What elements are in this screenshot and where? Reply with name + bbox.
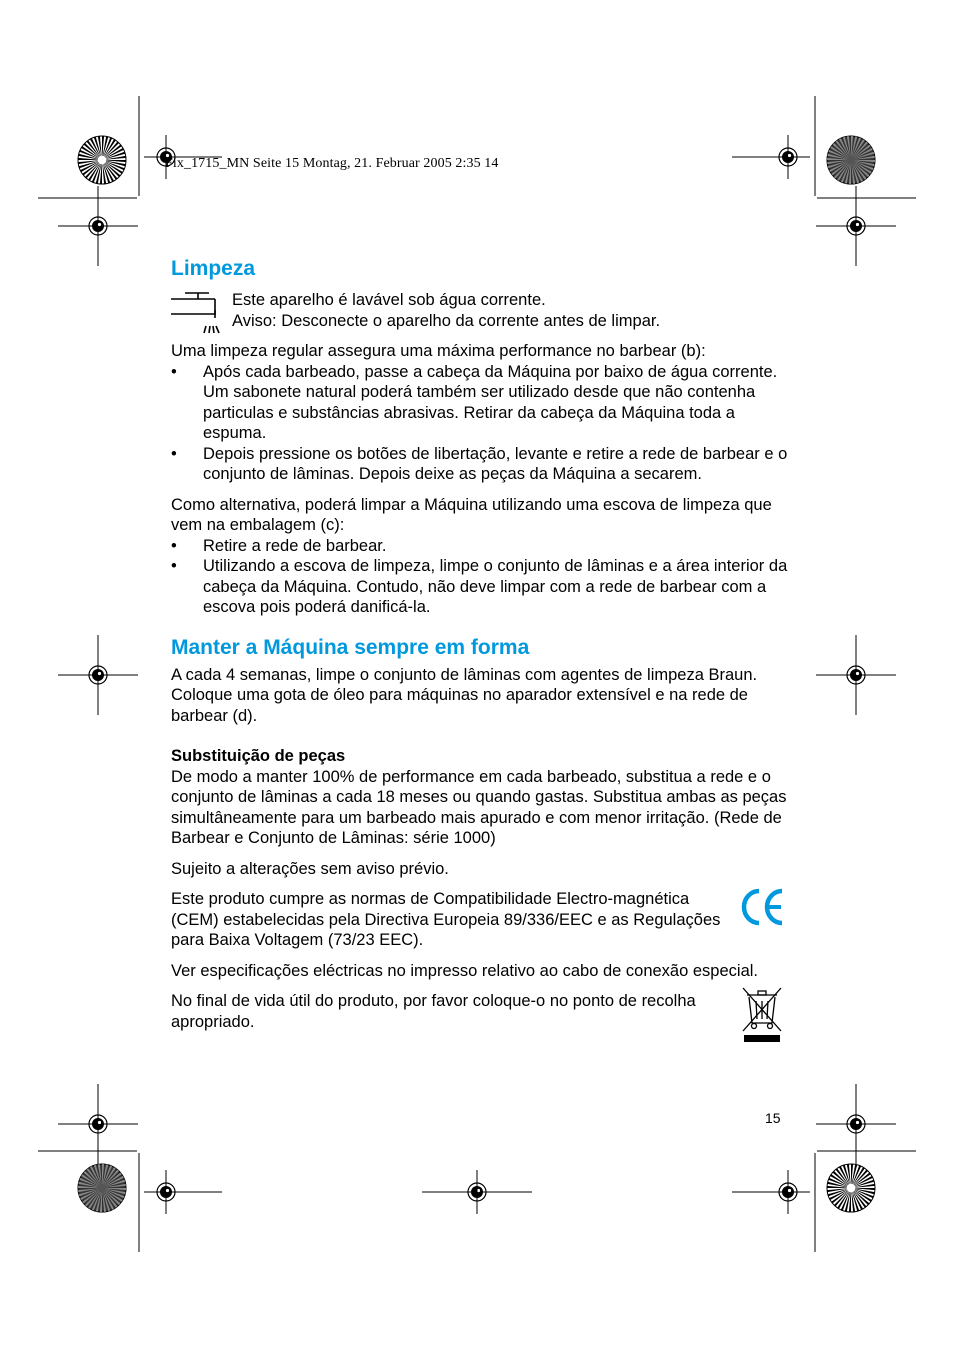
print-slug: Fix_1715_MN Seite 15 Montag, 21. Februar 2005 2:35 14 — [165, 156, 499, 171]
washable-notice — [171, 290, 791, 331]
disposal-notice — [171, 991, 791, 1032]
page-number: 15 — [765, 1110, 781, 1126]
color-wheel-mark — [78, 136, 126, 184]
section-title-limpeza: Limpeza — [171, 257, 256, 280]
electrical-spec: Ver especificações eléctricas no impresso relativo ao cabo de conexão especial. — [171, 961, 758, 980]
color-wheel-mark — [78, 1164, 126, 1212]
replacement-body: De modo a manter 100% de performance em cada barbeado, substitua a rede e o conjunto de lâminas a cada 18 meses ou quando gastas. Substitua ambas as peças simultâneamente para um barbeado mais apurado e com menor irritação. (Rede de Barbear e Conjunto de Lâminas: série 1000) — [171, 767, 787, 847]
section-title-maintenance: Manter a Máquina sempre em forma — [171, 635, 530, 659]
list-item: • Depois pressione os botões de libertação, levante e retire a rede de barbear e o conjunto de lâminas. Depois deixe as peças da Máquina a secarem. — [171, 444, 791, 485]
cleaning-steps — [171, 362, 791, 485]
color-wheel-mark — [827, 136, 875, 184]
subhead-replacement: Substituição de peças — [171, 747, 346, 765]
registration-mark-icon — [58, 1084, 138, 1164]
ce-text: Este produto cumpre as normas de Compatibilidade Electro-magnética (CEM) estabelecidas pela Directiva Europeia 89/336/EEC e as Regulações para Baixa Voltagem (73/23 EEC). — [171, 890, 721, 949]
weee-bin-icon — [739, 985, 785, 1047]
list-item: • Utilizando a escova de limpeza, limpe o conjunto de lâminas e a área interior da cabeça da Máquina. Contudo, não deve limpar com a rede de barbear com a escova pois poderá danificá-la. — [171, 556, 791, 618]
list-item: • Retire a rede de barbear. — [171, 536, 791, 557]
alternative-steps — [171, 536, 791, 618]
registration-mark-icon — [58, 635, 138, 715]
list-item: • Após cada barbeado, passe a cabeça da Máquina por baixo de água corrente. Um sabonete natural poderá também ser utilizado desde que não contenha particulas e substâncias abrasivas. Retirar da cabeça da Máquina toda a espuma. — [171, 362, 791, 444]
warning-line: Aviso: Desconecte o aparelho da corrente antes de limpar. — [232, 311, 661, 330]
disposal-text: No final de vida útil do produto, por favor coloque-o no ponto de recolha apropriado. — [171, 992, 696, 1031]
page-content — [171, 256, 791, 1032]
ce-compliance — [171, 889, 791, 951]
maintenance-body: A cada 4 semanas, limpe o conjunto de lâminas com agentes de limpeza Braun. Coloque uma gota de óleo para máquinas no aparador extensível e na rede de barbear (d). — [171, 665, 758, 725]
alternative-intro: Como alternativa, poderá limpar a Máquina utilizando uma escova de limpeza que vem na embalagem (c): — [171, 495, 772, 534]
tap-water-icon — [171, 288, 221, 334]
registration-mark-icon — [816, 635, 896, 715]
change-notice: Sujeito a alterações sem aviso prévio. — [171, 859, 449, 878]
cleaning-intro: Uma limpeza regular assegura uma máxima performance no barbear (b): — [171, 342, 706, 360]
registration-mark-icon — [816, 1084, 896, 1164]
ce-mark-icon — [739, 885, 785, 929]
color-wheel-mark — [827, 1164, 875, 1212]
registration-mark-icon — [766, 135, 810, 179]
washable-line: Este aparelho é lavável sob água corrente. — [232, 291, 546, 309]
registration-mark-icon — [766, 1170, 810, 1214]
registration-mark-icon — [144, 1170, 188, 1214]
